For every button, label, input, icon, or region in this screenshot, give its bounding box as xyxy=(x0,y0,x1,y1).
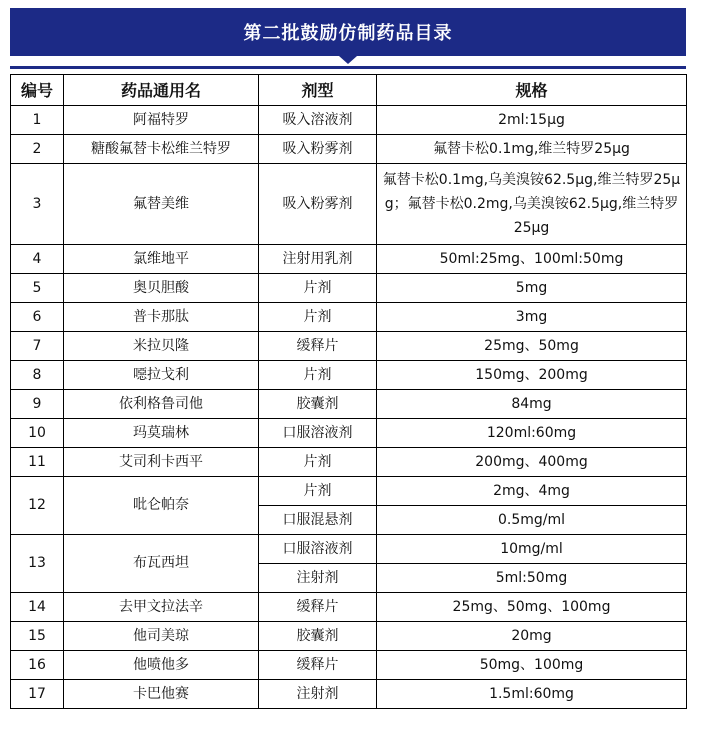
cell-name: 他司美琼 xyxy=(64,622,259,651)
cell-form: 吸入粉雾剂 xyxy=(259,135,377,164)
table-row xyxy=(11,361,687,390)
cell-form: 片剂 xyxy=(259,448,377,477)
cell-spec: 0.5mg/ml xyxy=(377,506,687,535)
cell-form: 吸入粉雾剂 xyxy=(259,164,377,245)
cell-no: 11 xyxy=(11,448,64,477)
header-form: 剂型 xyxy=(259,75,377,106)
drug-list-table xyxy=(10,74,687,709)
cell-name: 阿福特罗 xyxy=(64,106,259,135)
cell-spec: 5mg xyxy=(377,274,687,303)
header-no: 编号 xyxy=(11,75,64,106)
banner-pointer xyxy=(339,56,357,64)
cell-form: 片剂 xyxy=(259,361,377,390)
cell-name: 普卡那肽 xyxy=(64,303,259,332)
cell-spec: 25mg、50mg xyxy=(377,332,687,361)
cell-form: 片剂 xyxy=(259,274,377,303)
cell-form: 口服混悬剂 xyxy=(259,506,377,535)
cell-spec: 150mg、200mg xyxy=(377,361,687,390)
cell-name: 卡巴他赛 xyxy=(64,680,259,709)
table-row xyxy=(11,622,687,651)
cell-no: 5 xyxy=(11,274,64,303)
page-title-banner xyxy=(10,8,686,56)
cell-form: 片剂 xyxy=(259,477,377,506)
cell-no: 1 xyxy=(11,106,64,135)
cell-no: 16 xyxy=(11,651,64,680)
cell-spec: 20mg xyxy=(377,622,687,651)
cell-form: 缓释片 xyxy=(259,651,377,680)
table-row xyxy=(11,274,687,303)
cell-no: 14 xyxy=(11,593,64,622)
cell-no: 7 xyxy=(11,332,64,361)
table-row xyxy=(11,535,687,564)
cell-name: 吡仑帕奈 xyxy=(64,477,259,535)
cell-form: 注射用乳剂 xyxy=(259,245,377,274)
table-row xyxy=(11,164,687,245)
cell-spec: 2ml:15μg xyxy=(377,106,687,135)
cell-spec: 50mg、100mg xyxy=(377,651,687,680)
cell-name: 噁拉戈利 xyxy=(64,361,259,390)
table-row xyxy=(11,651,687,680)
title-underline xyxy=(10,66,686,69)
cell-name: 去甲文拉法辛 xyxy=(64,593,259,622)
cell-spec: 25mg、50mg、100mg xyxy=(377,593,687,622)
table-row xyxy=(11,135,687,164)
cell-spec: 5ml:50mg xyxy=(377,564,687,593)
table-row xyxy=(11,245,687,274)
header-spec: 规格 xyxy=(377,75,687,106)
cell-form: 胶囊剂 xyxy=(259,622,377,651)
cell-name: 糖酸氟替卡松维兰特罗 xyxy=(64,135,259,164)
cell-form: 缓释片 xyxy=(259,332,377,361)
cell-form: 片剂 xyxy=(259,303,377,332)
cell-form: 注射剂 xyxy=(259,564,377,593)
cell-form: 吸入溶液剂 xyxy=(259,106,377,135)
table-row xyxy=(11,106,687,135)
cell-no: 2 xyxy=(11,135,64,164)
cell-spec: 200mg、400mg xyxy=(377,448,687,477)
cell-no: 3 xyxy=(11,164,64,245)
page-title: 第二批鼓励仿制药品目录 xyxy=(243,23,453,44)
cell-name: 艾司利卡西平 xyxy=(64,448,259,477)
cell-no: 13 xyxy=(11,535,64,593)
cell-no: 17 xyxy=(11,680,64,709)
cell-form: 胶囊剂 xyxy=(259,390,377,419)
cell-no: 12 xyxy=(11,477,64,535)
cell-name: 依利格鲁司他 xyxy=(64,390,259,419)
cell-spec: 50ml:25mg、100ml:50mg xyxy=(377,245,687,274)
table-row xyxy=(11,332,687,361)
cell-form: 注射剂 xyxy=(259,680,377,709)
cell-spec: 氟替卡松0.1mg,乌美溴铵62.5μg,维兰特罗25μg；氟替卡松0.2mg,乌美溴铵62.5μg,维兰特罗25μg xyxy=(377,164,687,245)
cell-no: 10 xyxy=(11,419,64,448)
table-row xyxy=(11,419,687,448)
cell-name: 氟替美维 xyxy=(64,164,259,245)
cell-spec: 2mg、4mg xyxy=(377,477,687,506)
cell-name: 氯维地平 xyxy=(64,245,259,274)
cell-spec: 1.5ml:60mg xyxy=(377,680,687,709)
cell-spec: 10mg/ml xyxy=(377,535,687,564)
cell-no: 9 xyxy=(11,390,64,419)
cell-form: 缓释片 xyxy=(259,593,377,622)
cell-no: 8 xyxy=(11,361,64,390)
cell-spec: 84mg xyxy=(377,390,687,419)
table-row xyxy=(11,477,687,506)
table-row xyxy=(11,593,687,622)
table-header-row xyxy=(11,75,687,106)
cell-no: 4 xyxy=(11,245,64,274)
cell-name: 奥贝胆酸 xyxy=(64,274,259,303)
header-name: 药品通用名 xyxy=(64,75,259,106)
cell-form: 口服溶液剂 xyxy=(259,419,377,448)
table-row xyxy=(11,680,687,709)
cell-no: 15 xyxy=(11,622,64,651)
cell-no: 6 xyxy=(11,303,64,332)
cell-name: 他喷他多 xyxy=(64,651,259,680)
table-row xyxy=(11,448,687,477)
cell-name: 布瓦西坦 xyxy=(64,535,259,593)
cell-form: 口服溶液剂 xyxy=(259,535,377,564)
cell-name: 玛莫瑞林 xyxy=(64,419,259,448)
table-row xyxy=(11,390,687,419)
cell-spec: 氟替卡松0.1mg,维兰特罗25μg xyxy=(377,135,687,164)
table-row xyxy=(11,303,687,332)
cell-spec: 3mg xyxy=(377,303,687,332)
cell-name: 米拉贝隆 xyxy=(64,332,259,361)
cell-spec: 120ml:60mg xyxy=(377,419,687,448)
